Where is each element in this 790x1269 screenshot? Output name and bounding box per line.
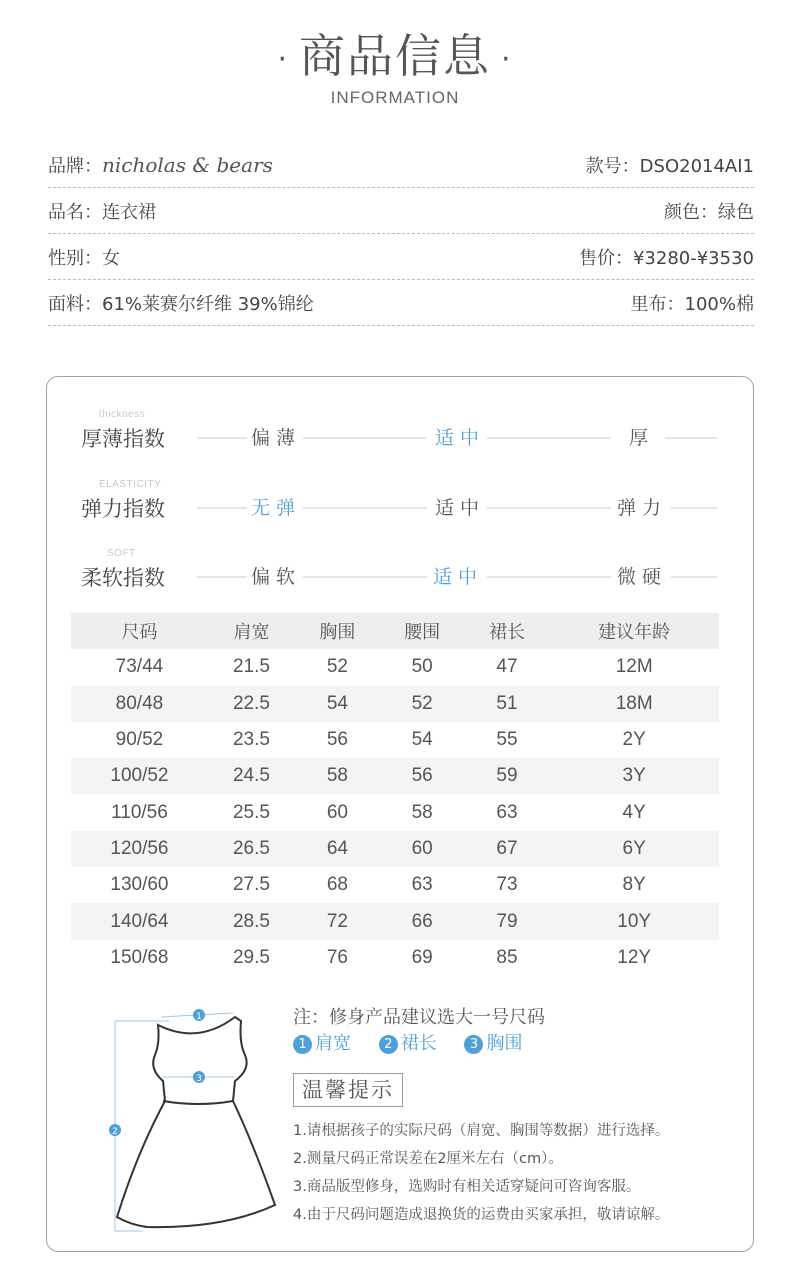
index-line <box>303 576 427 578</box>
table-cell: 3Y <box>549 758 719 794</box>
table-cell: 79 <box>465 903 550 939</box>
index-line <box>197 437 247 439</box>
table-cell: 63 <box>496 801 518 823</box>
table-cell: 140/64 <box>71 903 208 939</box>
index-option: 偏薄 <box>251 427 302 449</box>
table-cell: 26.5 <box>208 831 295 867</box>
table-cell: 60 <box>326 801 348 823</box>
table-cell: 24.5 <box>208 758 295 794</box>
index-line <box>303 437 427 439</box>
table-cell: 47 <box>496 656 518 678</box>
table-cell: 10Y <box>549 903 719 939</box>
table-cell: 150/68 <box>110 946 169 968</box>
table-cell: 90/52 <box>115 729 164 751</box>
table-cell: 6Y <box>549 831 719 867</box>
table-cell: 67 <box>465 831 550 867</box>
lining-value: 100%棉 <box>684 293 754 315</box>
fabric-label: 面料： <box>48 293 102 315</box>
brand-value: nicholas & bears <box>102 152 273 177</box>
table-cell: 55 <box>496 729 518 751</box>
table-cell: 21.5 <box>232 656 270 678</box>
legend-num: 3 <box>464 1035 483 1054</box>
dress-outline <box>117 1017 275 1227</box>
table-cell: 85 <box>496 946 518 968</box>
legend-item-shoulder <box>293 1033 351 1054</box>
table-row <box>71 831 719 867</box>
legend-label: 胸围 <box>486 1033 523 1054</box>
index-option-selected: 适中 <box>433 566 484 588</box>
color-value: 绿色 <box>718 201 754 223</box>
index-label: 弹力指数 <box>81 497 165 521</box>
index-option: 偏软 <box>251 566 302 588</box>
page-subtitle: INFORMATION <box>330 88 460 107</box>
info-row-brand <box>48 142 754 188</box>
tips-list <box>293 1117 669 1229</box>
table-cell: 28.5 <box>208 903 295 939</box>
table-cell: 23.5 <box>232 729 270 751</box>
table-header-cell: 建议年龄 <box>549 613 719 649</box>
index-option-selected: 无弹 <box>251 497 302 519</box>
legend-num: 1 <box>293 1035 312 1054</box>
page-title <box>0 20 790 86</box>
table-cell: 50 <box>411 656 433 678</box>
table-cell: 130/60 <box>110 874 169 896</box>
legend-item-length <box>379 1033 437 1054</box>
tip-item: 1.请根据孩子的实际尺码（肩宽、胸围等数据）进行选择。 <box>293 1123 670 1139</box>
table-cell: 58 <box>295 758 380 794</box>
fabric-value: 61%莱赛尔纤维 39%锦纶 <box>102 293 314 315</box>
table-cell: 4Y <box>622 801 646 823</box>
table-header-cell: 腰围 <box>380 613 465 649</box>
gender-value: 女 <box>102 247 120 269</box>
table-cell: 80/48 <box>71 686 208 722</box>
table-cell: 64 <box>295 831 380 867</box>
product-info <box>48 142 754 326</box>
index-row-softness <box>47 550 755 590</box>
index-row-thickness <box>47 411 755 451</box>
index-line <box>671 507 717 509</box>
table-cell: 22.5 <box>208 686 295 722</box>
legend-item-chest <box>464 1033 522 1054</box>
table-row <box>71 794 719 830</box>
table-cell: 29.5 <box>232 946 270 968</box>
info-left <box>48 198 156 224</box>
table-cell: 12M <box>615 656 653 678</box>
index-option: 适中 <box>435 497 486 519</box>
index-option: 弹力 <box>617 497 668 519</box>
tip-item: 4.由于尺码问题造成退换货的运费由买家承担，敬请谅解。 <box>293 1207 670 1223</box>
style-no-label: 款号： <box>585 155 640 177</box>
index-label: 柔软指数 <box>81 566 165 590</box>
length-marker-num: 2 <box>112 1127 118 1137</box>
table-cell: 8Y <box>622 874 646 896</box>
index-line <box>197 507 247 509</box>
index-option: 厚 <box>629 427 655 449</box>
size-card <box>46 376 754 1252</box>
color-label: 颜色： <box>664 201 718 223</box>
shoulder-marker-num: 1 <box>196 1012 202 1022</box>
table-cell: 63 <box>411 874 433 896</box>
size-table <box>71 613 719 976</box>
index-line <box>303 507 427 509</box>
table-cell: 68 <box>326 874 348 896</box>
info-row-fabric <box>48 280 754 326</box>
table-cell: 59 <box>465 758 550 794</box>
table-cell: 18M <box>549 686 719 722</box>
table-cell: 54 <box>295 686 380 722</box>
index-option: 微硬 <box>617 566 668 588</box>
table-cell: 58 <box>411 801 433 823</box>
lining-label: 里布： <box>630 293 685 315</box>
tips-title: 温馨提示 <box>293 1073 403 1107</box>
table-cell: 12Y <box>617 946 652 968</box>
table-cell: 27.5 <box>232 874 270 896</box>
table-row <box>71 758 719 794</box>
gender-label: 性别： <box>48 247 102 269</box>
info-right <box>579 244 754 270</box>
index-tag: thickness <box>99 409 146 420</box>
size-note: 注：修身产品建议选大一号尺码 <box>293 1007 545 1028</box>
index-tag: SOFT <box>107 548 136 559</box>
info-left <box>48 244 120 270</box>
legend-label: 肩宽 <box>315 1033 351 1054</box>
table-cell: 76 <box>326 946 348 968</box>
title-dot-right: · <box>501 42 513 77</box>
table-row <box>71 686 719 722</box>
table-cell: 52 <box>326 656 348 678</box>
table-cell: 69 <box>411 946 433 968</box>
table-header-cell: 尺码 <box>71 613 208 649</box>
table-cell: 2Y <box>622 729 646 751</box>
tip-item: 2.测量尺码正常误差在2厘米左右（cm）。 <box>293 1151 563 1167</box>
name-value: 连衣裙 <box>102 201 156 223</box>
tip-item: 3.商品版型修身，选购时有相关适穿疑问可咨询客服。 <box>293 1179 641 1195</box>
info-left <box>48 290 314 316</box>
table-row <box>71 722 719 758</box>
table-cell: 73 <box>496 874 518 896</box>
dress-waist <box>163 1101 233 1104</box>
table-cell: 25.5 <box>232 801 270 823</box>
index-line <box>487 576 611 578</box>
name-label: 品名： <box>48 201 102 223</box>
legend-num: 2 <box>379 1035 398 1054</box>
table-row <box>71 940 719 976</box>
price-label: 售价： <box>578 247 633 269</box>
table-cell: 100/52 <box>71 758 208 794</box>
table-row <box>71 649 719 685</box>
table-header-row <box>71 613 719 649</box>
table-cell: 56 <box>326 729 348 751</box>
price-value: ¥3280-¥3530 <box>632 247 754 269</box>
table-header-cell: 胸围 <box>295 613 380 649</box>
info-right <box>664 198 754 224</box>
title-dot-left: · <box>277 42 289 77</box>
brand-label: 品牌： <box>48 155 102 177</box>
table-cell: 66 <box>380 903 465 939</box>
index-line <box>487 507 611 509</box>
table-row <box>71 903 719 939</box>
info-row-name <box>48 188 754 234</box>
table-cell: 56 <box>380 758 465 794</box>
index-option-selected: 适中 <box>435 427 486 449</box>
table-header-cell: 裙长 <box>465 613 550 649</box>
info-right <box>586 152 754 178</box>
table-cell: 54 <box>411 729 433 751</box>
info-left <box>48 152 273 178</box>
info-right <box>631 290 754 316</box>
index-label: 厚薄指数 <box>81 427 165 451</box>
page-header <box>0 20 790 108</box>
index-line <box>197 576 247 578</box>
index-line <box>487 437 611 439</box>
style-no-value: DSO2014AI1 <box>639 155 754 177</box>
index-line <box>665 437 717 439</box>
table-cell: 52 <box>380 686 465 722</box>
index-row-elasticity <box>47 481 755 521</box>
info-row-gender <box>48 234 754 280</box>
measure-legend <box>293 1029 544 1055</box>
legend-label: 裙长 <box>400 1033 437 1054</box>
table-cell: 73/44 <box>115 656 164 678</box>
table-cell: 110/56 <box>111 801 168 823</box>
page-title-text: 商品信息 <box>299 29 491 83</box>
table-cell: 120/56 <box>71 831 208 867</box>
table-cell: 72 <box>295 903 380 939</box>
index-line <box>671 576 717 578</box>
table-header-cell: 肩宽 <box>208 613 295 649</box>
table-cell: 51 <box>465 686 550 722</box>
index-tag: ELASTICITY <box>99 479 162 490</box>
dress-diagram <box>103 1003 283 1233</box>
chest-marker-num: 3 <box>196 1074 202 1084</box>
table-row <box>71 867 719 903</box>
table-cell: 60 <box>380 831 465 867</box>
